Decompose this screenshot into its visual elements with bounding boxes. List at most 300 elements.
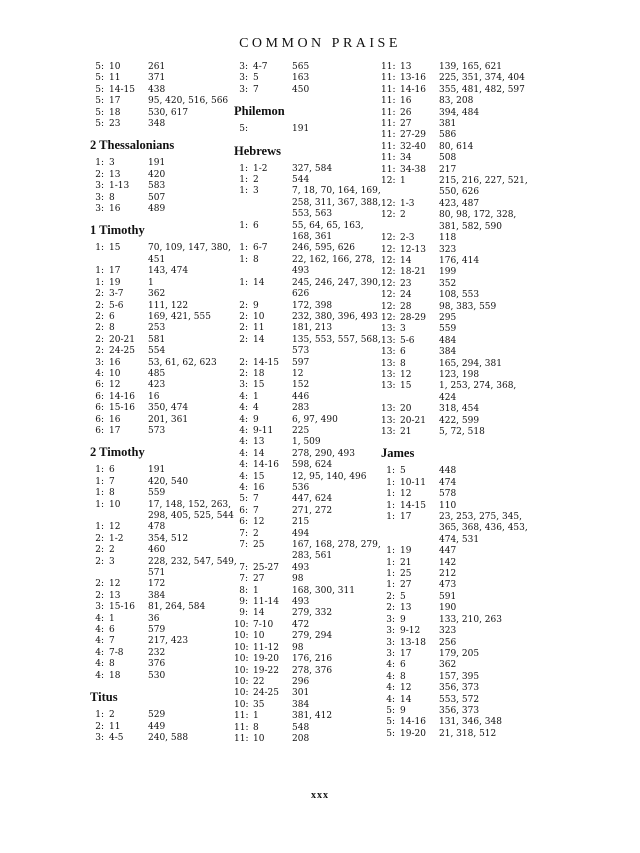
- index-entry: [381, 199, 531, 210]
- verse-ref: 8: [400, 671, 406, 682]
- chapter-ref: 3:: [386, 637, 395, 648]
- hymn-numbers: 420: [148, 169, 166, 180]
- index-entry: [90, 62, 240, 73]
- chapter-ref: 2:: [95, 579, 104, 590]
- chapter-ref: 6:: [95, 391, 104, 402]
- hymn-numbers: 253: [148, 323, 166, 334]
- chapter-ref: 1:: [95, 266, 104, 277]
- verse-ref: 27-29: [400, 130, 426, 141]
- verse-ref: 12: [109, 522, 121, 533]
- verse-ref: 8: [109, 488, 115, 499]
- verse-ref: 9: [400, 705, 406, 716]
- chapter-ref: 2:: [239, 311, 248, 322]
- index-entry: [90, 323, 240, 334]
- verse-ref: 14-15: [253, 357, 279, 368]
- verse-ref: 9-11: [253, 425, 274, 436]
- hymn-numbers: 133, 210, 263: [439, 614, 502, 625]
- index-entry: [90, 73, 240, 84]
- chapter-ref: 10:: [234, 665, 249, 676]
- chapter-ref: 2:: [95, 289, 104, 300]
- index-entry: [234, 529, 384, 540]
- index-entry: [90, 85, 240, 96]
- index-entry: [234, 449, 384, 460]
- chapter-ref: 4:: [95, 368, 104, 379]
- index-entry: [381, 256, 531, 267]
- index-entry: [90, 534, 240, 545]
- index-entry: [381, 73, 531, 84]
- hymn-numbers: 157, 395: [439, 671, 480, 682]
- verse-ref: 16: [253, 483, 265, 493]
- hymn-numbers: 36: [148, 613, 160, 624]
- verse-ref: 6-7: [253, 243, 268, 254]
- index-entry: [234, 62, 384, 73]
- index-entry: [90, 181, 240, 192]
- hymn-numbers: 12: [292, 368, 304, 379]
- verse-ref: 24: [400, 290, 412, 301]
- index-entry: [234, 221, 384, 244]
- verse-ref: 21: [400, 557, 412, 568]
- hymn-numbers: 181, 213: [292, 323, 333, 334]
- chapter-ref: 7:: [239, 562, 248, 573]
- index-entry: [234, 574, 384, 585]
- hymn-numbers: 21, 318, 512: [439, 728, 497, 739]
- chapter-ref: 1:: [95, 476, 104, 487]
- index-entry: [381, 427, 531, 438]
- verse-ref: 18: [109, 670, 121, 681]
- chapter-ref: 6:: [95, 403, 104, 414]
- hymn-numbers: 217, 423: [148, 636, 189, 647]
- verse-ref: 9-12: [400, 626, 421, 637]
- chapter-ref: 1:: [386, 512, 395, 523]
- verse-ref: 15: [253, 380, 265, 391]
- verse-ref: 12: [109, 380, 121, 391]
- hymn-numbers: 278, 376: [292, 665, 333, 676]
- index-entry: [90, 488, 240, 499]
- index-column-2: [234, 62, 384, 745]
- hymn-numbers: 123, 198: [439, 369, 480, 380]
- index-entry: [381, 290, 531, 301]
- verse-ref: 5-6: [400, 335, 415, 346]
- index-entry: [381, 546, 531, 557]
- index-entry: [381, 626, 531, 637]
- chapter-ref: 5:: [95, 107, 104, 118]
- verse-ref: 19: [109, 277, 121, 288]
- index-entry: [234, 164, 384, 175]
- index-entry: [90, 625, 240, 636]
- hymn-numbers: 356, 373: [439, 705, 480, 716]
- index-entry: [234, 255, 384, 278]
- hymn-numbers: 110: [439, 500, 457, 511]
- hymn-numbers: 17, 148, 152, 263, 298, 405, 525, 544: [148, 499, 234, 521]
- verse-ref: 14: [400, 255, 412, 266]
- verse-ref: 7-8: [109, 647, 124, 658]
- chapter-ref: 1:: [386, 546, 395, 557]
- hymn-numbers: 554: [148, 346, 166, 357]
- hymn-numbers: 142: [439, 557, 457, 568]
- index-entry: [381, 672, 531, 683]
- chapter-ref: 11:: [381, 62, 396, 72]
- index-entry: [234, 358, 384, 369]
- hymn-numbers: 371: [148, 73, 166, 84]
- index-entry: [90, 636, 240, 647]
- index-entry: [381, 466, 531, 477]
- chapter-ref: 2:: [95, 533, 104, 544]
- hymn-numbers: 423, 487: [439, 198, 480, 209]
- verse-ref: 8: [109, 659, 115, 670]
- verse-ref: 2-3: [400, 233, 415, 244]
- index-entry: [90, 545, 240, 556]
- chapter-ref: 9:: [239, 597, 248, 608]
- hymn-numbers: 384: [292, 699, 310, 710]
- hymn-numbers: 384: [148, 590, 166, 601]
- verse-ref: 14: [400, 694, 412, 705]
- chapter-ref: 2:: [239, 323, 248, 334]
- hymn-numbers: 232: [148, 647, 166, 658]
- verse-ref: 25-27: [253, 562, 279, 573]
- hymn-numbers: 493: [292, 562, 310, 573]
- chapter-ref: 11:: [381, 73, 396, 84]
- hymn-numbers: 354, 512: [148, 533, 189, 544]
- chapter-ref: 12:: [381, 301, 396, 312]
- hymn-numbers: 172, 398: [292, 300, 333, 311]
- verse-ref: 5: [400, 466, 406, 477]
- verse-ref: 13-18: [400, 637, 426, 648]
- chapter-ref: 11:: [381, 119, 396, 130]
- chapter-ref: 1:: [95, 158, 104, 169]
- verse-ref: 11-14: [253, 597, 279, 608]
- index-entry: [381, 489, 531, 500]
- index-entry: [234, 483, 384, 494]
- chapter-ref: 2:: [239, 300, 248, 311]
- hymn-numbers: 261: [148, 62, 166, 72]
- index-entry: [234, 506, 384, 517]
- index-entry: [90, 426, 240, 437]
- chapter-ref: 13:: [381, 347, 396, 358]
- hymn-numbers: 323: [439, 244, 457, 255]
- index-entry: [90, 335, 240, 346]
- verse-ref: 1: [253, 585, 259, 596]
- hymn-numbers: 484: [439, 335, 457, 346]
- chapter-ref: 6:: [239, 505, 248, 516]
- verse-ref: 3: [109, 158, 115, 169]
- verse-ref: 13: [253, 437, 265, 448]
- hymn-numbers: 352: [439, 278, 457, 289]
- index-entry: [234, 666, 384, 677]
- verse-ref: 16: [109, 414, 121, 425]
- verse-ref: 10: [253, 311, 265, 322]
- verse-ref: 13: [400, 603, 412, 614]
- chapter-ref: 1:: [95, 243, 104, 254]
- hymn-numbers: 489: [148, 204, 166, 215]
- chapter-ref: 3:: [95, 181, 104, 192]
- index-entry: [90, 671, 240, 682]
- verse-ref: 22: [253, 676, 265, 687]
- index-entry: [90, 500, 240, 523]
- verse-ref: 9: [253, 300, 259, 311]
- verse-ref: 19-22: [253, 665, 279, 676]
- chapter-ref: 2:: [239, 334, 248, 345]
- index-entry: [381, 649, 531, 660]
- hymn-numbers: 573: [148, 425, 166, 436]
- verse-ref: 3: [109, 556, 115, 567]
- verse-ref: 1-2: [109, 533, 124, 544]
- verse-ref: 1: [253, 391, 259, 402]
- index-entry: [234, 369, 384, 380]
- hymn-numbers: 283: [292, 403, 310, 414]
- chapter-ref: 2:: [95, 346, 104, 357]
- hymn-numbers: 95, 420, 516, 566: [148, 96, 229, 107]
- verse-ref: 15-16: [109, 602, 135, 613]
- verse-ref: 2: [109, 545, 115, 556]
- hymn-numbers: 228, 232, 547, 549, 571: [148, 556, 237, 579]
- chapter-ref: 11:: [234, 711, 249, 722]
- hymn-numbers: 163: [292, 73, 310, 84]
- hymn-numbers: 548: [292, 722, 310, 733]
- index-entry: [381, 370, 531, 381]
- index-entry: [381, 233, 531, 244]
- hymn-numbers: 131, 346, 348: [439, 717, 502, 728]
- hymn-numbers: 327, 584: [292, 163, 333, 174]
- chapter-ref: 4:: [239, 471, 248, 482]
- chapter-ref: 3:: [239, 380, 248, 391]
- verse-ref: 1-13: [109, 181, 130, 192]
- verse-ref: 13: [109, 169, 121, 180]
- hymn-numbers: 217: [439, 164, 457, 175]
- verse-ref: 8: [109, 192, 115, 203]
- index-entry: [90, 648, 240, 659]
- chapter-ref: 1:: [386, 569, 395, 580]
- index-entry: [90, 243, 240, 266]
- verse-ref: 7: [109, 476, 115, 487]
- book-heading: James: [381, 446, 415, 461]
- verse-ref: 1-3: [400, 198, 415, 209]
- hymn-numbers: 478: [148, 522, 166, 533]
- hymn-numbers: 494: [292, 528, 310, 539]
- hymn-numbers: 420, 540: [148, 476, 189, 487]
- hymn-numbers: 450: [292, 84, 310, 95]
- chapter-ref: 3:: [95, 732, 104, 743]
- hymn-numbers: 135, 553, 557, 568, 573: [292, 334, 381, 357]
- hymn-numbers: 81, 264, 584: [148, 602, 206, 613]
- index-entry: [381, 336, 531, 347]
- hymn-numbers: 447: [439, 546, 457, 557]
- verse-ref: 11-12: [253, 642, 279, 653]
- index-entry: [381, 165, 531, 176]
- page-number: xxx: [311, 790, 329, 801]
- chapter-ref: 1:: [95, 488, 104, 499]
- verse-ref: 16: [400, 96, 412, 107]
- hymn-numbers: 215: [292, 517, 310, 528]
- hymn-numbers: 295: [439, 312, 457, 323]
- chapter-ref: 2:: [95, 323, 104, 334]
- verse-ref: 19: [400, 546, 412, 557]
- chapter-ref: 5:: [95, 96, 104, 107]
- verse-ref: 1: [400, 176, 406, 187]
- verse-ref: 25: [400, 569, 412, 580]
- chapter-ref: 4:: [386, 671, 395, 682]
- chapter-ref: 3:: [95, 357, 104, 368]
- verse-ref: 18: [253, 368, 265, 379]
- hymn-numbers: 559: [148, 488, 166, 499]
- index-entry: [381, 130, 531, 141]
- index-entry: [90, 557, 240, 580]
- chapter-ref: 1:: [386, 580, 395, 591]
- verse-ref: 23: [109, 119, 121, 130]
- chapter-ref: 3:: [239, 84, 248, 95]
- verse-ref: 14: [253, 608, 265, 619]
- index-entry: [90, 193, 240, 204]
- index-entry: [381, 347, 531, 358]
- verse-ref: 18-21: [400, 267, 426, 278]
- chapter-ref: 3:: [239, 73, 248, 84]
- verse-ref: 12: [253, 517, 265, 528]
- index-entry: [90, 266, 240, 277]
- verse-ref: 17: [400, 512, 412, 523]
- hymn-numbers: 1: [148, 277, 154, 288]
- hymn-numbers: 355, 481, 482, 597: [439, 84, 525, 95]
- verse-ref: 34-38: [400, 164, 426, 175]
- chapter-ref: 4:: [239, 483, 248, 493]
- verse-ref: 14: [253, 277, 265, 288]
- chapter-ref: 12:: [381, 312, 396, 323]
- chapter-ref: 5:: [239, 494, 248, 505]
- index-entry: [234, 175, 384, 186]
- hymn-numbers: 191: [148, 465, 166, 476]
- index-entry: [381, 569, 531, 580]
- chapter-ref: 1:: [386, 477, 395, 488]
- hymn-numbers: 485: [148, 368, 166, 379]
- verse-ref: 20-21: [109, 334, 135, 345]
- index-entry: [381, 108, 531, 119]
- index-entry: [381, 302, 531, 313]
- hymn-numbers: 493: [292, 597, 310, 608]
- index-entry: [381, 501, 531, 512]
- hymn-numbers: 232, 380, 396, 493: [292, 311, 378, 322]
- verse-ref: 6: [253, 220, 259, 231]
- verse-ref: 11: [109, 721, 121, 732]
- hymn-numbers: 530: [148, 670, 166, 681]
- chapter-ref: 3:: [239, 62, 248, 72]
- hymn-numbers: 591: [439, 591, 457, 602]
- chapter-ref: 13:: [381, 369, 396, 380]
- chapter-ref: 4:: [239, 437, 248, 448]
- hymn-numbers: 447, 624: [292, 494, 333, 505]
- hymn-numbers: 176, 216: [292, 654, 333, 665]
- hymn-numbers: 279, 332: [292, 608, 333, 619]
- chapter-ref: 12:: [381, 267, 396, 278]
- index-entry: [381, 660, 531, 671]
- page-title: COMMON PRAISE: [239, 36, 401, 51]
- index-entry: [234, 426, 384, 437]
- chapter-ref: 6:: [95, 414, 104, 425]
- chapter-ref: 4:: [239, 460, 248, 471]
- hymn-numbers: 583: [148, 181, 166, 192]
- verse-ref: 6: [400, 347, 406, 358]
- verse-ref: 16: [109, 357, 121, 368]
- verse-ref: 10-11: [400, 477, 426, 488]
- verse-ref: 25: [253, 540, 265, 551]
- index-entry: [234, 586, 384, 597]
- hymn-numbers: 597: [292, 357, 310, 368]
- verse-ref: 7: [109, 636, 115, 647]
- hymn-numbers: 376: [148, 659, 166, 670]
- hymn-numbers: 318, 454: [439, 404, 480, 415]
- chapter-ref: 6:: [95, 380, 104, 391]
- chapter-ref: 5:: [386, 717, 395, 728]
- hymn-numbers: 448: [439, 466, 457, 477]
- chapter-ref: 1:: [386, 466, 395, 477]
- chapter-ref: 1:: [386, 489, 395, 500]
- hymn-numbers: 271, 272: [292, 505, 333, 516]
- hymn-numbers: 152: [292, 380, 310, 391]
- hymn-numbers: 191: [148, 158, 166, 169]
- hymn-numbers: 208: [292, 733, 310, 744]
- hymn-numbers: 278, 290, 493: [292, 448, 355, 459]
- verse-ref: 24-25: [109, 346, 135, 357]
- verse-ref: 10: [109, 499, 121, 510]
- verse-ref: 4-7: [253, 62, 268, 72]
- chapter-ref: 12:: [381, 233, 396, 244]
- chapter-ref: 1:: [95, 465, 104, 476]
- index-entry: [381, 324, 531, 335]
- verse-ref: 6: [109, 625, 115, 636]
- hymn-numbers: 460: [148, 545, 166, 556]
- verse-ref: 12: [400, 489, 412, 500]
- index-entry: [234, 620, 384, 631]
- index-entry: [381, 478, 531, 489]
- chapter-ref: 4:: [239, 425, 248, 436]
- chapter-ref: 13:: [381, 335, 396, 346]
- chapter-ref: 12:: [381, 290, 396, 301]
- chapter-ref: 4:: [95, 670, 104, 681]
- verse-ref: 3: [253, 186, 259, 197]
- index-entry: [234, 312, 384, 323]
- index-entry: [234, 460, 384, 471]
- index-entry: [90, 579, 240, 590]
- hymn-numbers: 246, 595, 626: [292, 243, 355, 254]
- index-entry: [381, 717, 531, 728]
- hymn-numbers: 201, 361: [148, 414, 189, 425]
- index-entry: [234, 301, 384, 312]
- verse-ref: 5: [253, 73, 259, 84]
- index-entry: [234, 597, 384, 608]
- index-entry: [234, 278, 384, 301]
- index-entry: [90, 158, 240, 169]
- verse-ref: 12: [400, 683, 412, 694]
- hymn-numbers: 350, 474: [148, 403, 189, 414]
- chapter-ref: 3:: [95, 204, 104, 215]
- hymn-numbers: 98: [292, 574, 304, 585]
- chapter-ref: 1:: [95, 499, 104, 510]
- chapter-ref: 11:: [381, 130, 396, 141]
- chapter-ref: 2:: [386, 603, 395, 614]
- index-entry: [90, 522, 240, 533]
- chapter-ref: 2:: [95, 556, 104, 567]
- verse-ref: 6: [109, 465, 115, 476]
- chapter-ref: 11:: [381, 107, 396, 118]
- chapter-ref: 3:: [386, 626, 395, 637]
- hymn-numbers: 168, 300, 311: [292, 585, 355, 596]
- verse-ref: 10: [253, 733, 265, 744]
- index-entry: [90, 465, 240, 476]
- chapter-ref: 12:: [381, 278, 396, 289]
- chapter-ref: 1:: [239, 163, 248, 174]
- index-entry: [381, 512, 531, 546]
- verse-ref: 14-15: [400, 500, 426, 511]
- index-entry: [234, 563, 384, 574]
- hymn-numbers: 167, 168, 278, 279, 283, 561: [292, 540, 381, 562]
- chapter-ref: 10:: [234, 642, 249, 653]
